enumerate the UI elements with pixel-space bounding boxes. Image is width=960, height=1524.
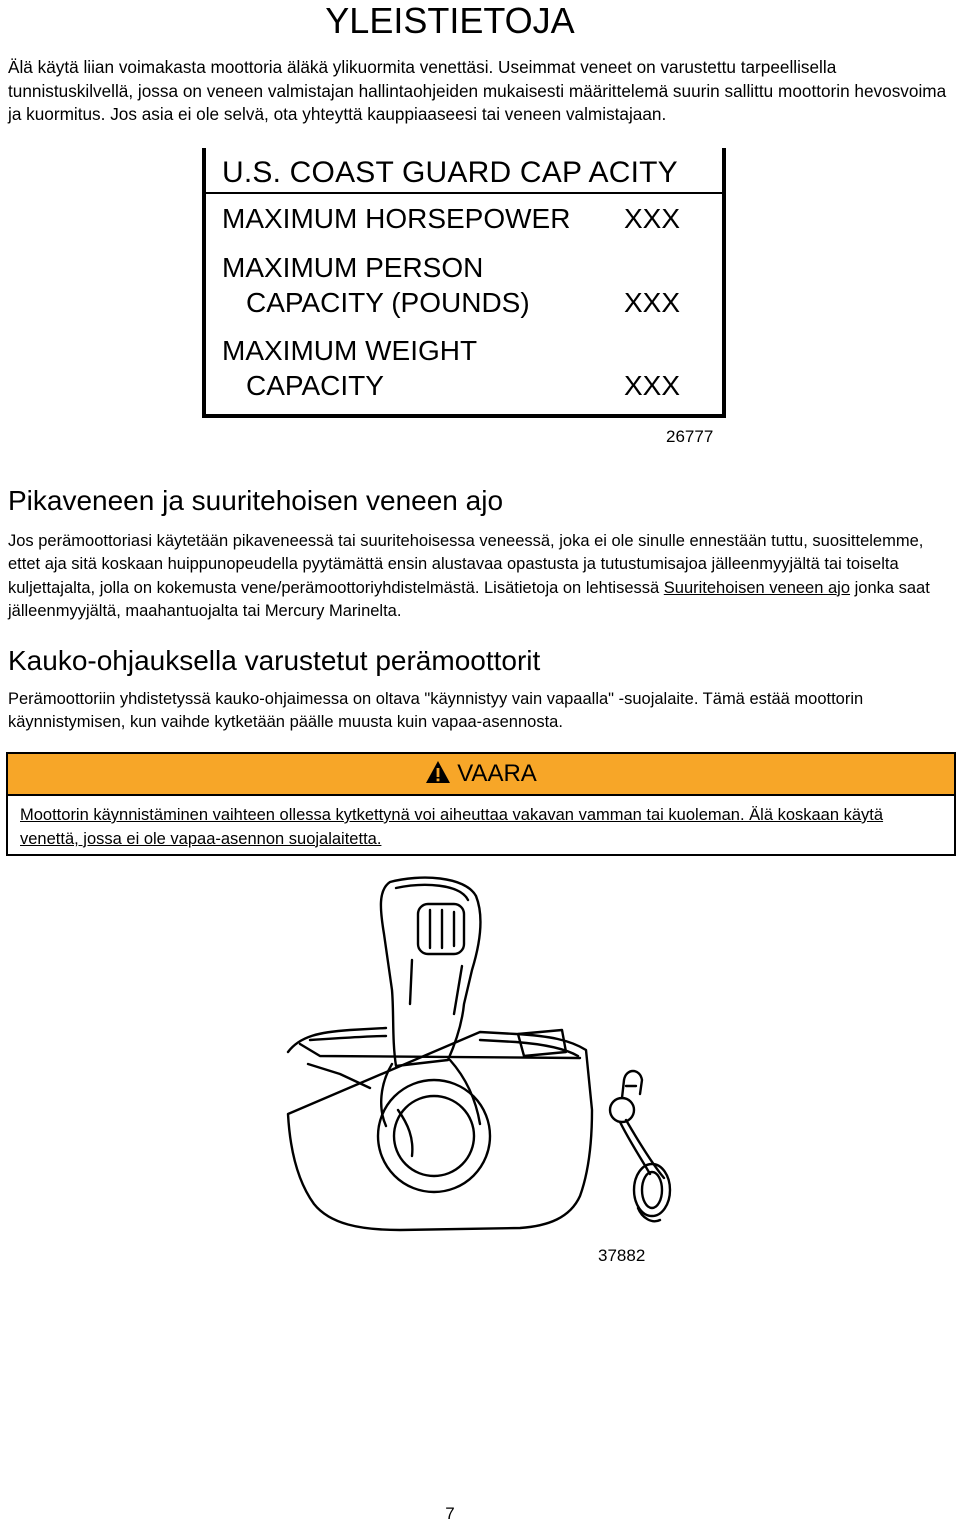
max-person-label-line2: CAPACITY (POUNDS) [246,287,530,318]
remote-control-illustration [280,874,680,1239]
max-horsepower-value: XXX [624,203,681,234]
capacity-figure-number: 26777 [666,427,714,446]
danger-warning-rule [8,794,954,796]
danger-warning-box [6,752,956,856]
fast-boat-text-end: jonka saat jälleenmyyjältä, maahantuojalta tai Mercury Marinelta. [8,578,930,620]
fast-boat-paragraph [8,530,956,623]
page-number: 7 [445,1504,455,1523]
danger-warning-label: VAARA [457,760,537,787]
page-title: YLEISTIETOJA [325,0,575,41]
capacity-label-rule [206,192,722,194]
remote-control-paragraph: Perämoottoriin yhdistetyssä kauko-ohjaimessa on oltava "käynnistyy vain vapaalla" -suojalaite. Tämä estää moottorin käynnistymisen, kun vaihde kytketään päälle muusta kuin vapaa-asennosta. [8,690,864,732]
danger-warning-text: Moottorin käynnistäminen vaihteen ollessa kytkettynä voi aiheuttaa vakavan vamman tai kuoleman. Älä koskaan käytä venettä, jossa ei ole vapaa-asennon suojalaitetta. [20,806,884,848]
max-person-value: XXX [624,287,681,318]
warning-triangle-icon [425,760,451,789]
max-person-label-line1: MAXIMUM PERSON [222,252,484,283]
danger-warning-header [8,754,954,794]
max-weight-label-line1: MAXIMUM WEIGHT [222,335,478,366]
capacity-label [202,148,726,418]
max-horsepower-label: MAXIMUM HORSEPOWER [222,203,571,234]
max-weight-value: XXX [624,370,681,401]
max-weight-label-line2: CAPACITY [246,370,384,401]
section-heading-fast-boat: Pikaveneen ja suuritehoisen veneen ajo [8,485,504,516]
section-heading-remote-control: Kauko-ohjauksella varustetut perämoottorit [8,645,541,676]
intro-paragraph: Älä käytä liian voimakasta moottoria äläkä ylikuormita venettäsi. Useimmat veneet on varustettu tarpeellisella tunnistuskilvellä, jossa on veneen valmistajan hallintaohjeiden mukaisesti määrittelemä suurin sallittu moottorin hevosvoima ja kuormitus. Jos asia ei ole selvä, ota yhteyttä kauppiaaseesi tai veneen valmistajaan. [8,57,947,124]
fast-boat-text-start: Jos perämoottoriasi käytetään pikaveneessä tai suuritehoisessa veneessä, joka ei ole sinulle ennestään tuttu, suosittelemme, ettet aja sitä koskaan huippunopeudella pyytämättä ensin alustavaa opastusta ja tutustumisajoa jälleenmyyjältä tai toiselta kuljettajalta, jolla on kokemusta vene/perämoottoriyhdistelmästä. Lisätietoja on lehtisessä [8,532,924,597]
capacity-label-title: U.S. COAST GUARD CAP ACITY [222,156,678,189]
booklet-title: Suuritehoisen veneen ajo [663,578,851,597]
remote-control-figure-number: 37882 [598,1246,646,1265]
